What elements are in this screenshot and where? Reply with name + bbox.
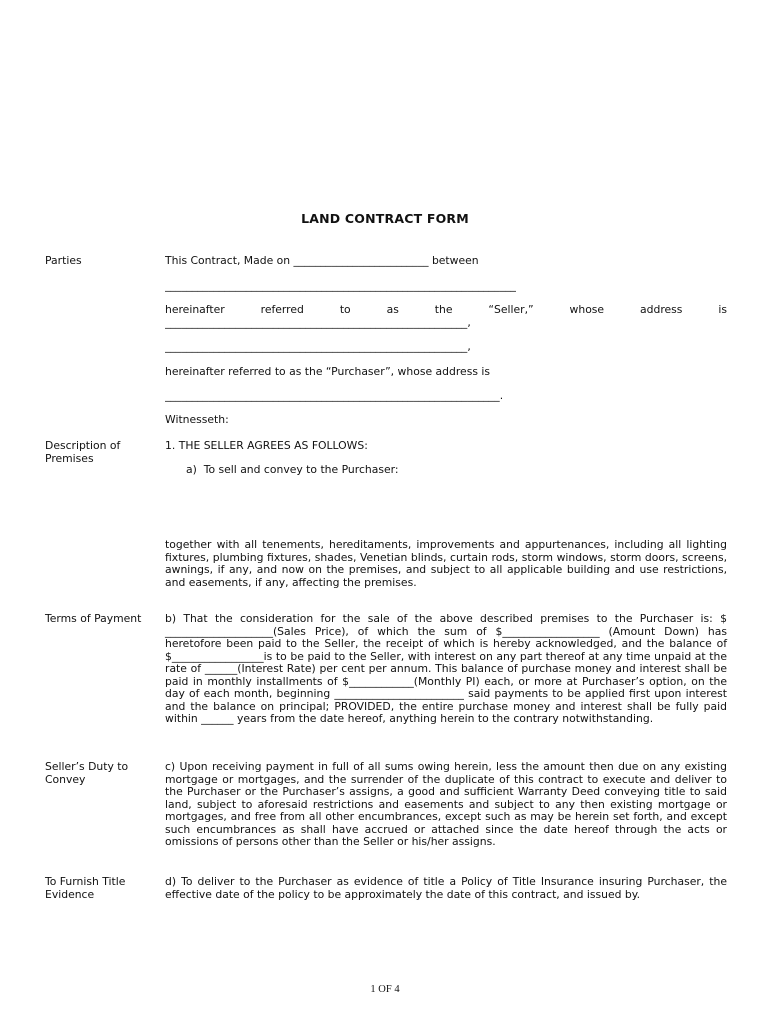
side-label-title-evidence: To Furnish Title Evidence bbox=[45, 875, 126, 901]
party-name-line: _________________________________________________________________ bbox=[165, 280, 516, 292]
seller-clause-word: referred bbox=[260, 303, 304, 316]
seller-clause-word: is bbox=[718, 303, 727, 316]
title-evidence-paragraph: d) To deliver to the Purchaser as evidence of title a Policy of Title Insurance insuring Purchaser, the effective date of the policy to be approximately the date of this contract, and issued by. bbox=[165, 875, 727, 901]
document-title: LAND CONTRACT FORM bbox=[301, 211, 469, 226]
seller-address-line: ________________________________________________________, bbox=[165, 317, 471, 329]
seller-address-line-2: ________________________________________________________, bbox=[165, 341, 471, 353]
seller-clause bbox=[165, 304, 727, 317]
page-number: 1 OF 4 bbox=[370, 984, 400, 995]
side-label-description: Description of Premises bbox=[45, 439, 121, 465]
seller-clause-word: whose bbox=[569, 303, 605, 316]
side-label-terms: Terms of Payment bbox=[45, 612, 142, 625]
witnesseth: Witnesseth: bbox=[165, 414, 229, 426]
together-with-paragraph: together with all tenements, hereditaments, improvements and appurtenances, including all lighting fixtures, plumbing fixtures, shades, Venetian blinds, curtain rods, storm windows, storm doors, screens, awnings, if any, and now on the premises, and subject to all applicable building and use restrictions, and easements, if any, affecting the premises. bbox=[165, 538, 727, 589]
side-label-duty: Seller’s Duty to Convey bbox=[45, 760, 129, 786]
purchaser-clause: hereinafter referred to as the “Purchaser”, whose address is bbox=[165, 366, 491, 378]
purchaser-address-line: ______________________________________________________________. bbox=[165, 390, 504, 402]
seller-clause-word: the bbox=[434, 303, 453, 316]
side-label-parties: Parties bbox=[45, 254, 82, 267]
made-on-line: This Contract, Made on _________________________ between bbox=[165, 255, 479, 267]
seller-agrees-heading: 1. THE SELLER AGREES AS FOLLOWS: bbox=[165, 440, 368, 452]
seller-clause-word: address bbox=[640, 303, 683, 316]
seller-clause-word: to bbox=[339, 303, 351, 316]
duty-paragraph: c) Upon receiving payment in full of all sums owing herein, less the amount then due on any existing mortgage or mortgages, and the surrender of the duplicate of this contract to execute and deliver to the Purchaser or the Purchaser’s assigns, a good and sufficient Warranty Deed conveying title to said land, subject to aforesaid restrictions and easements and subject to any then existing mortgage or mortgages, and free from all other encumbrances, except such as may be herein set forth, and except such encumbrances as shall have accrued or attached since the date hereof through the acts or omissions of persons other than the Seller or his/her assigns. bbox=[165, 760, 727, 848]
seller-clause-word: hereinafter bbox=[165, 303, 225, 316]
seller-clause-word: as bbox=[386, 303, 399, 316]
seller-clause-word: “Seller,” bbox=[488, 303, 534, 316]
clause-a: a) To sell and convey to the Purchaser: bbox=[186, 464, 399, 476]
terms-paragraph: b) That the consideration for the sale of the above described premises to the Purchaser is: $ ____________________(Sales Price), of which the sum of $__________________ (Amount Down) has heretofore been paid to the Seller, the receipt of which is hereby acknowledged, and the balance of $_________________is to be paid to the Seller, with interest on any part thereof at any time unpaid at the rate of ______(Interest Rate) per cent per annum. This balance of purchase money and interest shall be paid in monthly installments of $____________(Monthly PI) each, or more at Purchaser’s option, on the day of each month, beginning ________________________ said payments to be applied first upon interest and the balance on principal; PROVIDED, the entire purchase money and interest shall be fully paid within ______ years from the date hereof, anything herein to the contrary notwithstanding. bbox=[165, 612, 727, 725]
